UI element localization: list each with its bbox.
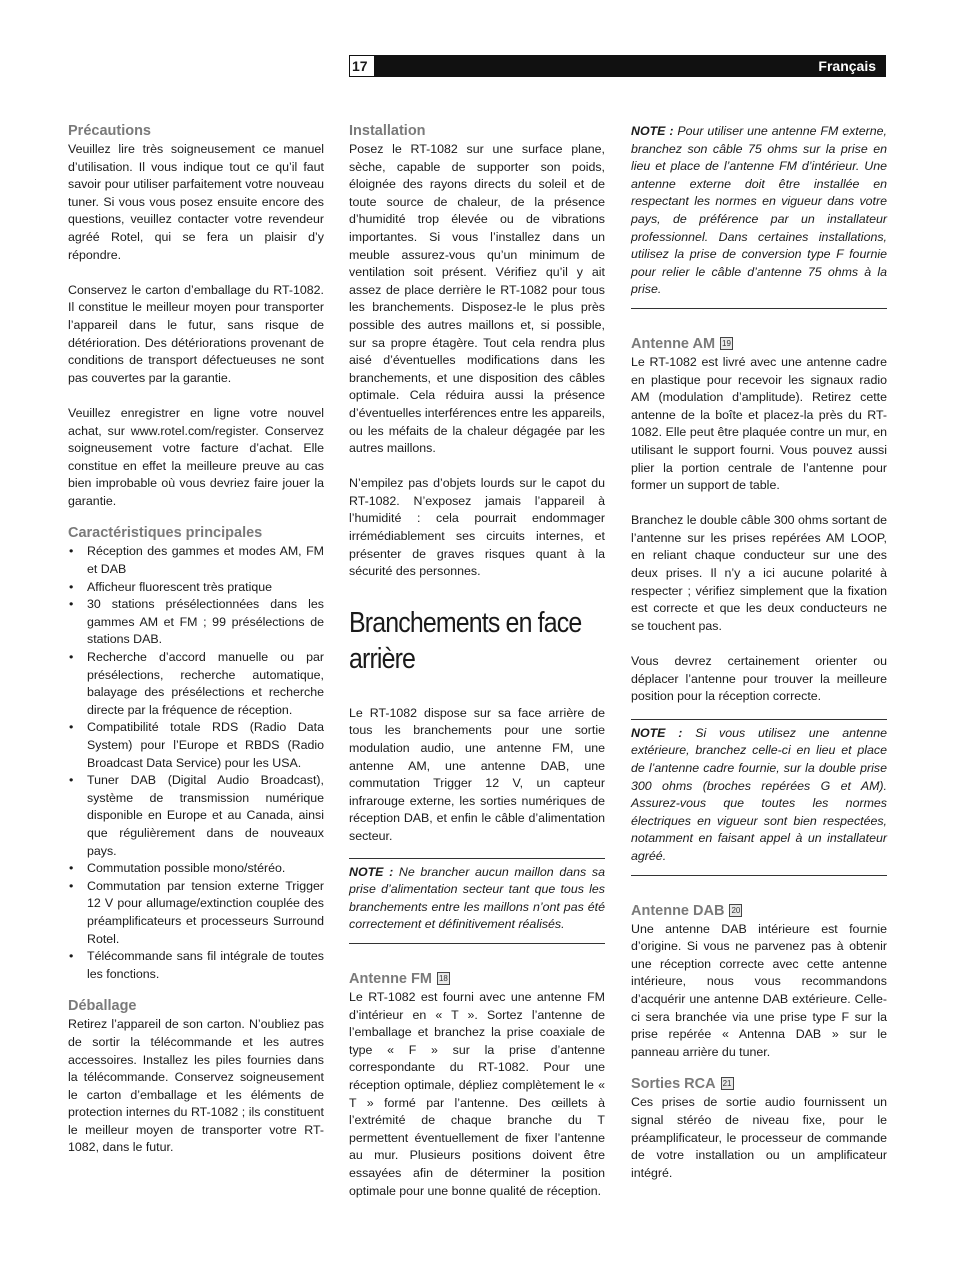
note-box: [631, 122, 887, 309]
paragraph: Le RT-1082 est livré avec une antenne cadre en plastique pour recevoir les signaux radio AM (modulation d’amplitude). Retirez cette antenne de la boîte et placez-la près du RT-1082. Elle peut être plaquée contre un mur, en utilisant le support fourni. Vous pouvez aussi plier la portion centrale de l’antenne pour former un support de table.: [631, 354, 887, 493]
column-middle: [349, 122, 605, 1200]
note-text: Ne brancher aucun maillon dans sa prise d’alimentation secteur tant que tous les branchements entre les maillons n’ont pas été correctement et définitivement réalisés.: [349, 864, 605, 932]
section-title-text: Sorties RCA: [631, 1076, 716, 1093]
figure-reference: 21: [722, 1079, 732, 1089]
list-item: • Afficheur fluorescent très pratique: [87, 579, 324, 597]
note-box: [349, 858, 605, 944]
column-right: [631, 122, 887, 1182]
figure-reference: 18: [438, 973, 448, 983]
paragraph: Vous devrez certainement orienter ou déplacer l’antenne pour trouver la meilleure position pour la réception correcte.: [631, 654, 887, 704]
section-title-installation: Installation: [349, 123, 426, 139]
note-box: [631, 719, 887, 876]
list-item: • Commutation possible mono/stéréo.: [87, 860, 324, 878]
section-title-text: Antenne DAB: [631, 902, 725, 919]
paragraph: Veuillez enregistrer en ligne votre nouvel achat, sur www.rotel.com/register. Conservez soigneusement votre facture d’achat. Elle constitue en effet la meilleure preuve au cas bien improbable où vous devriez faire jouer la garantie.: [68, 405, 324, 508]
section-title-dab-antenna: [631, 902, 887, 921]
note-label: NOTE :: [631, 124, 674, 138]
paragraph: Posez le RT-1082 sur une surface plane, sèche, capable de supporter son poids, éloignée des rayons directs du soleil et de toute source de chaleur, de la présence d’humidité trop élevée ou de vibrations importantes. Si vous l’installez dans un meuble assurez-vous qu’un minimum de ventilation soit présent. Vérifiez qu’il y ait assez de place derrière le RT-1082 pour tous les branchements. Disposez-le le plus près possible des autres maillons et, si possible, sur sa propre étagère. Tout cela rendra plus aisé d’éventuelles modifications dans les branchements, et une disposition des câbles optimale. Cela réduira aussi la présence d’éventuelles interférences entre les appareils, ou les méfaits de la chaleur dégagée par les autres maillons.: [349, 142, 605, 456]
features-list: [68, 543, 324, 983]
paragraph: Le RT-1082 est fourni avec une antenne FM d’intérieur en « T ». Sortez l’antenne de l’emballage et branchez la prise coaxiale de type « F » sur la prise d’antenne correspondante du RT-1082. Pour une réception optimale, dépliez complètement le « T » formé par l’antenne. Des œillets à l’extrémité de chaque branche du T permettent éventuellement de fixer l’antenne au mur. Plusieurs positions doivent être essayées afin de déterminer la position optimale pour une bonne qualité de réception.: [349, 989, 605, 1198]
section-title-unpacking: Déballage: [68, 998, 137, 1015]
paragraph: N’empilez pas d’objets lourds sur le capot du RT-1082. N’exposez jamais l’appareil à l’humidité : cela pourrait endommager irrémédiablement ses circuits internes, et présenter de graves risques quant à la sécurité des personnes.: [349, 476, 605, 579]
section-title-text: Antenne FM: [349, 970, 432, 987]
section-title-fm-antenna: [349, 970, 605, 989]
section-title-text: Antenne AM: [631, 335, 716, 352]
list-item: • Télécommande sans fil intégrale de toutes les fonctions.: [87, 948, 324, 983]
section-title-features: Caractéristiques principales: [68, 525, 263, 542]
note-text: Pour utiliser une antenne FM externe, branchez son câble 75 ohms sur la prise en lieu et place de l’antenne FM d’intérieur. Une antenne externe doit être installée en respectant les normes en vigueur dans votre pays, de préférence par un installateur professionnel. Dans certaines installations, utilisez la prise de conversion type F fournie pour relier le câble d’antenne 75 ohms à la prise.: [631, 124, 887, 297]
chapter-title: Branchements en face arrière: [349, 606, 582, 675]
note-label: NOTE :: [631, 725, 683, 740]
figure-reference: 19: [722, 338, 731, 348]
language-header: Français: [375, 55, 886, 77]
page-number: 17: [349, 55, 375, 77]
section-title-rca-outputs: [631, 1075, 887, 1094]
list-item: • Recherche d’accord manuelle ou par présélections, recherche automatique, balayage des présélections et recherche directe par la fréquence de réception.: [87, 649, 324, 719]
section-title-am-antenna: [631, 335, 887, 354]
paragraph: Veuillez lire très soigneusement ce manuel d’utilisation. Il vous indique tout ce qu’il faut savoir pour utiliser parfaitement votre nouveau tuner. Si vous vous posez ensuite encore des questions, veuillez contacter votre revendeur agréé Rotel, qui se fera un plaisir d’y répondre.: [68, 142, 324, 262]
list-item: • 30 stations présélectionnées dans les gammes AM et FM ; 99 présélections de stations DAB.: [87, 596, 324, 649]
list-item: • Commutation par tension externe Trigger 12 V pour allumage/extinction couplée des préamplificateurs et processeurs Surround Rotel.: [87, 878, 324, 948]
paragraph: Retirez l’appareil de son carton. N’oubliez pas de sortir la télécommande et les autres accessoires. Installez les piles fournies dans la télécommande. Conservez soigneusement le carton d’emballage et les éléments de protection internes du RT-1082 ; ils constituent le meilleur moyen de transporter votre RT-1082, dans le futur.: [68, 1017, 324, 1155]
paragraph: Le RT-1082 dispose sur sa face arrière de tous les branchements pour une sortie modulation audio, une antenne FM, une antenne AM, une antenne DAB, une commutation Trigger 12 V, un capteur infrarouge externe, les sorties numériques de réception DAB, et enfin le câble d’alimentation secteur.: [349, 705, 605, 843]
note-label: NOTE :: [349, 864, 394, 879]
paragraph: Ces prises de sortie audio fournissent un signal stéréo de niveau fixe, pour le préamplificateur, le processeur de commande de votre installation ou un amplificateur intégré.: [631, 1095, 887, 1180]
column-left: [68, 122, 324, 1157]
paragraph: Branchez le double câble 300 ohms sortant de l’antenne sur les prises repérées AM LOOP, en reliant chaque conducteur sur une des deux prises. Il n’y a ici aucune polarité à respecter ; vérifiez simplement que la fixation est correcte et que les deux conducteurs ne se touchent pas.: [631, 513, 887, 633]
section-title-precautions: Précautions: [68, 123, 151, 139]
figure-reference: 20: [731, 905, 741, 915]
paragraph: Une antenne DAB intérieure est fournie d’origine. Si vous ne parvenez pas à obtenir une réception correcte avec cette antenne intérieure, nous vous recommandons d’acquérir une antenne DAB extérieure. Celle-ci sera branchée via une prise type F sur la prise repérée « Antenna DAB » sur le panneau arrière du tuner.: [631, 921, 887, 1059]
paragraph: Conservez le carton d’emballage du RT-1082. Il constitue le meilleur moyen pour transporter l’appareil dans le futur, sans risque de détérioration. Des détériorations provenant de conditions de transport défectueuses ne sont pas couvertes par la garantie.: [68, 282, 324, 385]
list-item: • Tuner DAB (Digital Audio Broadcast), système de transmission numérique disponible en Europe et au Canada, ainsi que régulièrement dans de nouveaux pays.: [87, 772, 324, 860]
list-item: • Compatibilité totale RDS (Radio Data System) pour l’Europe et RBDS (Radio Broadcast Data Service) pour les USA.: [87, 719, 324, 772]
list-item: • Réception des gammes et modes AM, FM et DAB: [87, 543, 324, 578]
note-text: Si vous utilisez une antenne extérieure, branchez celle-ci en lieu et place de l’antenne cadre fournie, sur la double prise 300 ohms (broches repérées G et AM). Assurez-vous que toutes les normes électriques en vigueur sont bien respectées, notamment en faisant appel à un installateur agréé.: [631, 725, 887, 863]
